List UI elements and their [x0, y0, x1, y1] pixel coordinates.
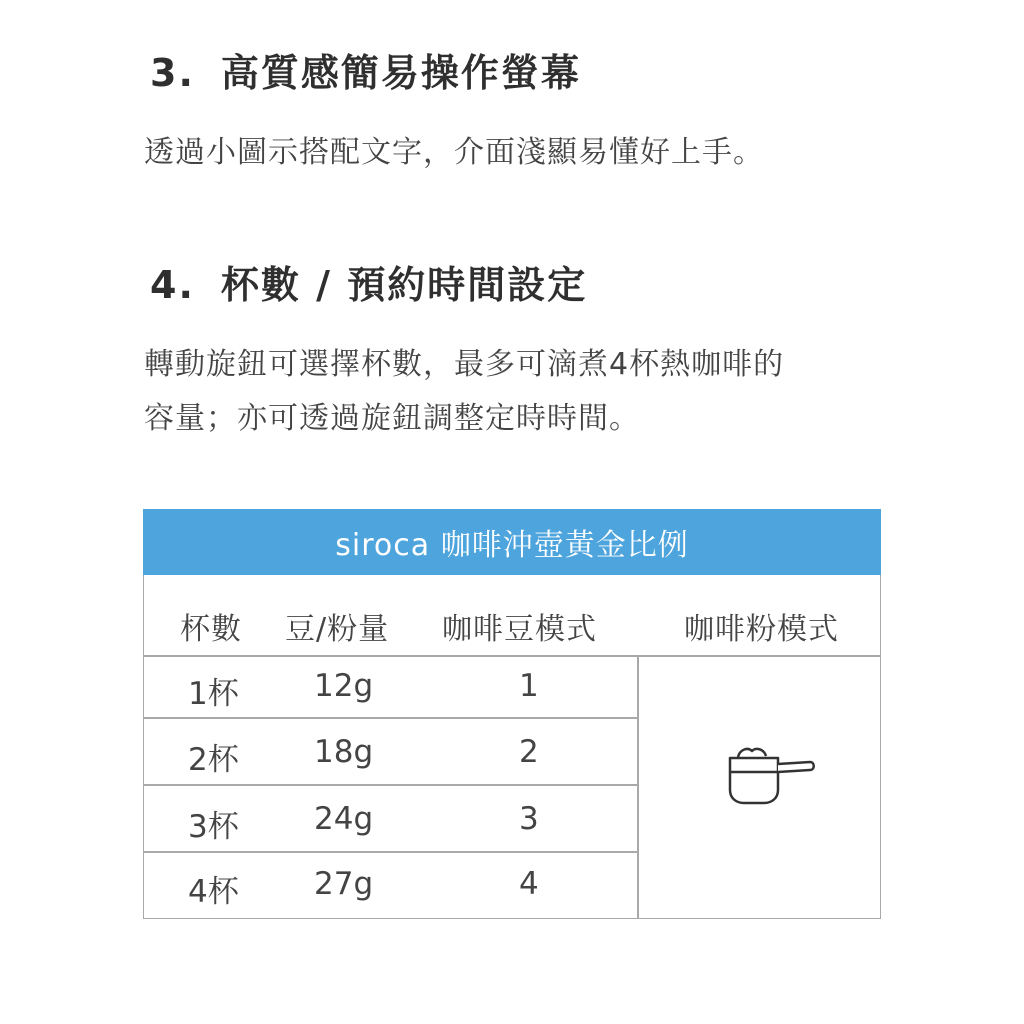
column-header-powder-mode: 咖啡粉模式	[684, 612, 839, 647]
section-3-heading: 高質感簡易操作螢幕	[220, 51, 581, 95]
column-header-cups: 杯數	[180, 612, 242, 647]
section-3-number: 3.	[150, 51, 195, 95]
section-3-title	[150, 42, 581, 97]
table-title: siroca 咖啡沖壺黃金比例	[143, 509, 881, 575]
table-cell-amount: 27g	[314, 866, 374, 902]
measuring-scoop-icon	[726, 744, 818, 808]
table-cell-amount: 12g	[314, 668, 374, 704]
section-4-description	[144, 338, 784, 446]
table-cell-cups: 2杯	[188, 742, 239, 778]
table-cell-amount: 24g	[314, 801, 374, 837]
column-header-bean-mode: 咖啡豆模式	[442, 612, 597, 647]
section-4-description-line-2: 容量；亦可透過旋鈕調整定時時間。	[144, 401, 640, 436]
table-column-divider	[637, 655, 639, 918]
section-4-heading: 杯數 / 預約時間設定	[220, 263, 588, 307]
table-cell-cups: 3杯	[188, 809, 239, 845]
table-cell-bean-mode: 3	[519, 801, 539, 837]
table-cell-amount: 18g	[314, 734, 374, 770]
table-row-divider	[143, 851, 638, 853]
table-divider	[143, 655, 881, 657]
section-4-title	[150, 254, 587, 309]
section-3-description: 透過小圖示搭配文字，介面淺顯易懂好上手。	[144, 135, 764, 170]
table-cell-cups: 1杯	[188, 676, 239, 712]
table-row-divider	[143, 784, 638, 786]
section-4-number: 4.	[150, 263, 195, 307]
section-4-description-line-1: 轉動旋鈕可選擇杯數，最多可滴煮4杯熱咖啡的	[144, 347, 785, 382]
table-cell-bean-mode: 2	[519, 734, 539, 770]
table-cell-bean-mode: 4	[519, 866, 539, 902]
column-header-amount: 豆/粉量	[285, 612, 390, 647]
table-cell-cups: 4杯	[188, 874, 239, 910]
golden-ratio-table	[143, 509, 881, 919]
table-cell-bean-mode: 1	[519, 668, 539, 704]
table-row-divider	[143, 717, 638, 719]
